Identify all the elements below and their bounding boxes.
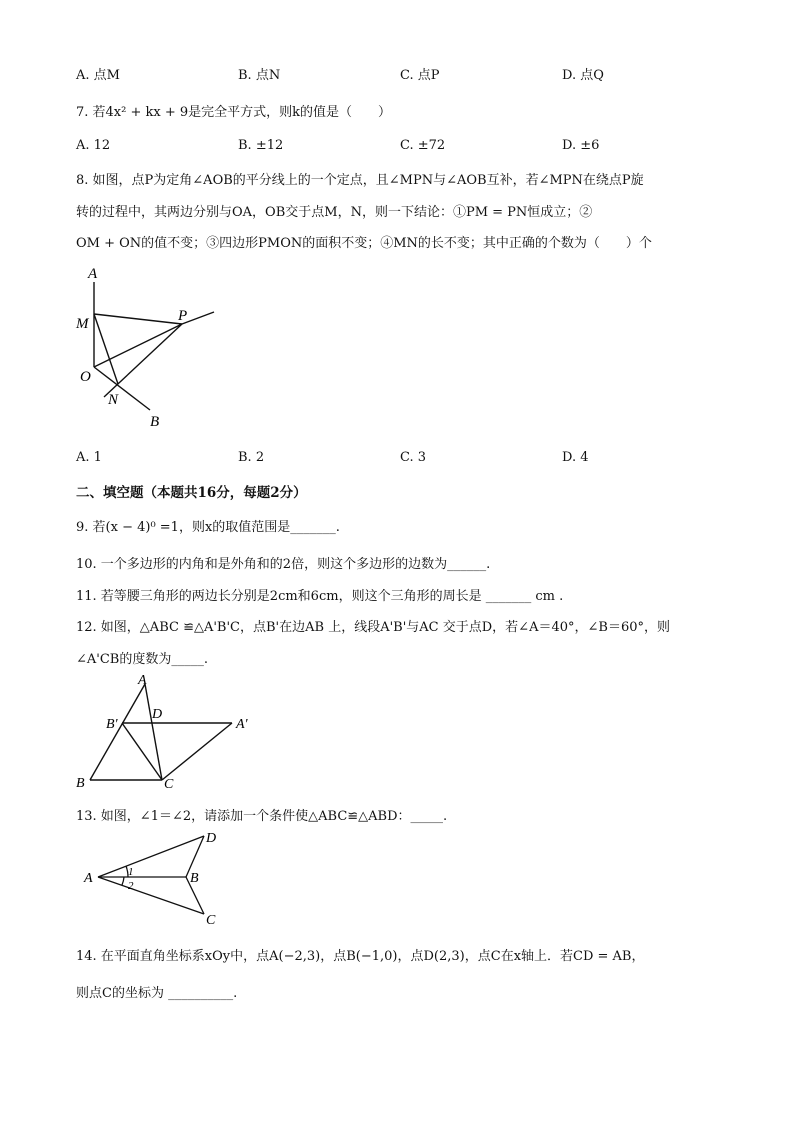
label-a: A: [138, 673, 147, 688]
section-2-title: 二、填空题（本题共16分，每题2分）: [76, 485, 307, 501]
line-ob: [94, 367, 150, 410]
q13-figure: [80, 826, 230, 930]
line-pn: [104, 324, 182, 397]
q7-option-a: A. 12: [76, 138, 111, 153]
segment-bpc: [122, 723, 162, 780]
q14-stem-line-2: 则点C的坐标为 __________.: [76, 986, 238, 1001]
label-angle-2: 2: [128, 880, 134, 892]
q8-figure: [72, 262, 232, 432]
segment-ba: [90, 684, 145, 780]
q9-stem: 9. 若(x − 4)⁰ =1，则x的取值范围是_______.: [76, 520, 340, 535]
q11-stem: 11. 若等腰三角形的两边长分别是2cm和6cm，则这个三角形的周长是 _______ cm .: [76, 589, 564, 604]
q12-figure: [72, 670, 262, 792]
q12-stem-line-1: 12. 如图，△ABC ≌△A'B'C，点B'在边AB 上，线段A'B'与AC 交于点D，若∠A＝40°，∠B＝60°，则: [76, 620, 670, 635]
label-d: D: [152, 707, 163, 722]
q14-stem-line-1: 14. 在平面直角坐标系xOy中，点A(−2,3)，点B(−1,0)，点D(2,3)，点C在x轴上．若CD = AB，: [76, 949, 645, 964]
label-a: A: [84, 871, 93, 886]
label-b: B: [76, 776, 85, 791]
q13-stem: 13. 如图，∠1＝∠2，请添加一个条件使△ABC≌△ABD：_____.: [76, 809, 448, 824]
label-c: C: [206, 913, 216, 928]
q10-stem: 10. 一个多边形的内角和是外角和的2倍，则这个多边形的边数为______.: [76, 557, 491, 572]
label-c: C: [164, 777, 174, 792]
q7-option-b: B. ±12: [238, 138, 284, 153]
q8-stem-line-1: 8. 如图，点P为定角∠AOB的平分线上的一个定点，且∠MPN与∠AOB互补，若∠MPN在绕点P旋: [76, 173, 644, 188]
label-o: O: [80, 369, 91, 385]
label-b-prime: B': [106, 717, 118, 732]
line-op: [94, 324, 182, 367]
q8-option-d: D. 4: [562, 450, 589, 465]
label-b: B: [150, 414, 160, 430]
label-m: M: [76, 316, 89, 332]
label-angle-1: 1: [128, 866, 134, 878]
q6-option-c: C. 点P: [400, 68, 440, 83]
q6-option-d: D. 点Q: [562, 68, 604, 83]
line-mn: [94, 314, 118, 384]
q8-stem-line-2: 转的过程中，其两边分别与OA，OB交于点M，N，则一下结论：①PM = PN恒成立；②: [76, 205, 593, 220]
label-a: A: [88, 266, 98, 282]
q6-option-b: B. 点N: [238, 68, 281, 83]
line-mp: [94, 314, 182, 324]
segment-ac: [145, 684, 162, 780]
q6-option-a: A. 点M: [76, 68, 120, 83]
label-b: B: [190, 871, 199, 886]
label-p: P: [178, 308, 188, 324]
angle-2-arc: [122, 877, 124, 885]
label-n: N: [108, 392, 119, 408]
q7-option-d: D. ±6: [562, 138, 600, 153]
q8-option-c: C. 3: [400, 450, 427, 465]
segment-apc: [162, 723, 232, 780]
q8-option-a: A. 1: [76, 450, 102, 465]
q7-stem: 7. 若4x² + kx + 9是完全平方式，则k的值是（ ）: [76, 105, 392, 120]
q12-stem-line-2: ∠A'CB的度数为_____.: [76, 652, 208, 667]
label-a-prime: A': [236, 717, 248, 732]
q7-option-c: C. ±72: [400, 138, 446, 153]
q8-option-b: B. 2: [238, 450, 265, 465]
label-d: D: [206, 831, 217, 846]
q8-stem-line-3: OM + ON的值不变；③四边形PMON的面积不变；④MN的长不变；其中正确的个数为（ ）个: [76, 236, 652, 251]
